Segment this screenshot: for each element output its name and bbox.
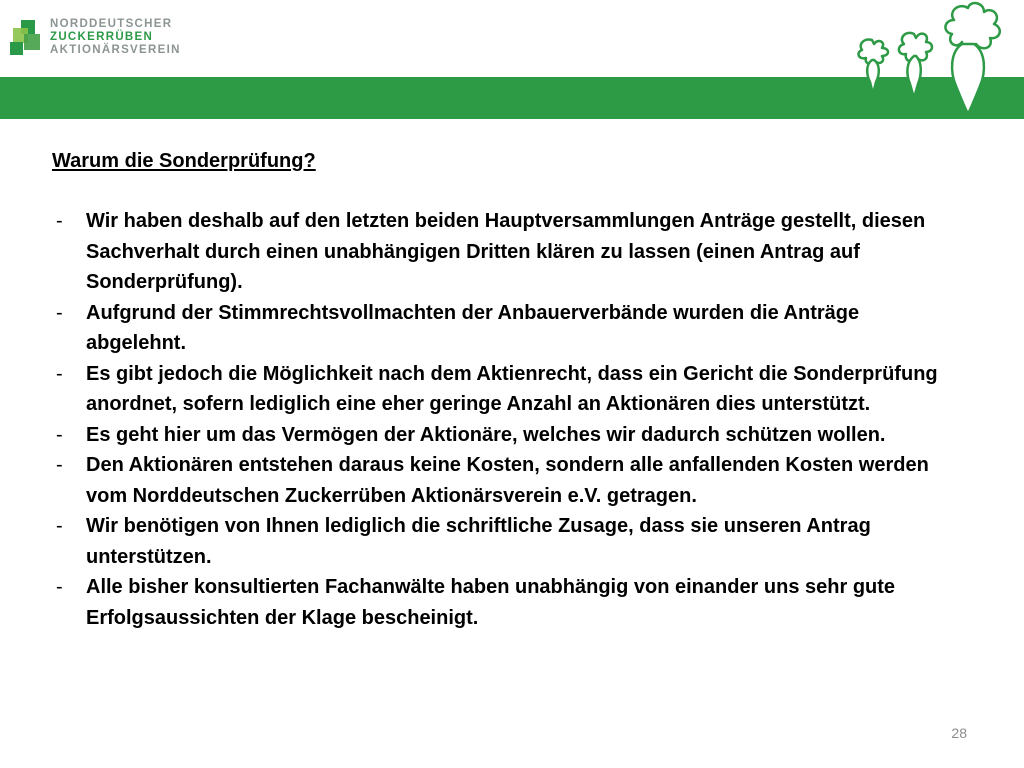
bullet-dash: - — [56, 576, 63, 598]
slide-heading: Warum die Sonderprüfung? — [52, 150, 316, 172]
bullet-text: Alle bisher konsultierten Fachanwälte haben unabhängig von einander uns sehr gute Erfolgsaussichten der Klage bescheinigt. — [86, 576, 896, 629]
bullet-text: Wir benötigen von Ihnen lediglich die schriftliche Zusage, dass sie unseren Antrag unterstützen. — [86, 515, 871, 568]
sugar-beets-icon — [850, 0, 1024, 122]
bullet-item — [52, 450, 952, 511]
bullet-dash: - — [56, 210, 63, 232]
bullet-dash: - — [56, 454, 63, 476]
bullet-text: Wir haben deshalb auf den letzten beiden Hauptversammlungen Anträge gestellt, diesen Sachverhalt durch einen unabhängigen Dritten klären zu lassen (einen Antrag auf Sonderprüfung). — [86, 210, 926, 293]
logo-line-3: AKTIONÄRSVEREIN — [50, 44, 181, 56]
bullet-item — [52, 298, 952, 359]
bullet-dash: - — [56, 515, 63, 537]
logo-text — [50, 18, 181, 57]
bullet-text: Aufgrund der Stimmrechtsvollmachten der Anbauerverbände wurden die Anträge abgelehnt. — [86, 301, 860, 354]
bullet-dash: - — [56, 423, 63, 446]
logo-squares-icon — [10, 20, 44, 58]
bullet-text: Es geht hier um das Vermögen der Aktionäre, welches wir dadurch schützen wollen. — [86, 423, 886, 446]
bullet-text: Es gibt jedoch die Möglichkeit nach dem Aktienrecht, dass ein Gericht die Sonderprüfung anordnet, sofern lediglich eine eher geringe Anzahl an Aktionären dies unterstützt. — [86, 362, 938, 415]
bullet-item — [52, 572, 952, 633]
logo-line-1: NORDDEUTSCHER — [50, 18, 173, 30]
slide-content — [52, 146, 952, 633]
bullet-item — [52, 359, 952, 420]
logo-line-2: ZUCKERRÜBEN — [50, 31, 154, 43]
bullet-item — [52, 511, 952, 572]
logo — [10, 18, 210, 64]
page-number: 28 — [951, 725, 967, 741]
bullet-dash: - — [56, 301, 63, 324]
bullet-list — [52, 206, 952, 633]
bullet-text: Den Aktionären entstehen daraus keine Kosten, sondern alle anfallenden Kosten werden vom Norddeutschen Zuckerrüben Aktionärsverein e.V. getragen. — [86, 454, 929, 507]
bullet-item — [52, 206, 952, 298]
bullet-item — [52, 420, 952, 451]
bullet-dash: - — [56, 362, 63, 385]
